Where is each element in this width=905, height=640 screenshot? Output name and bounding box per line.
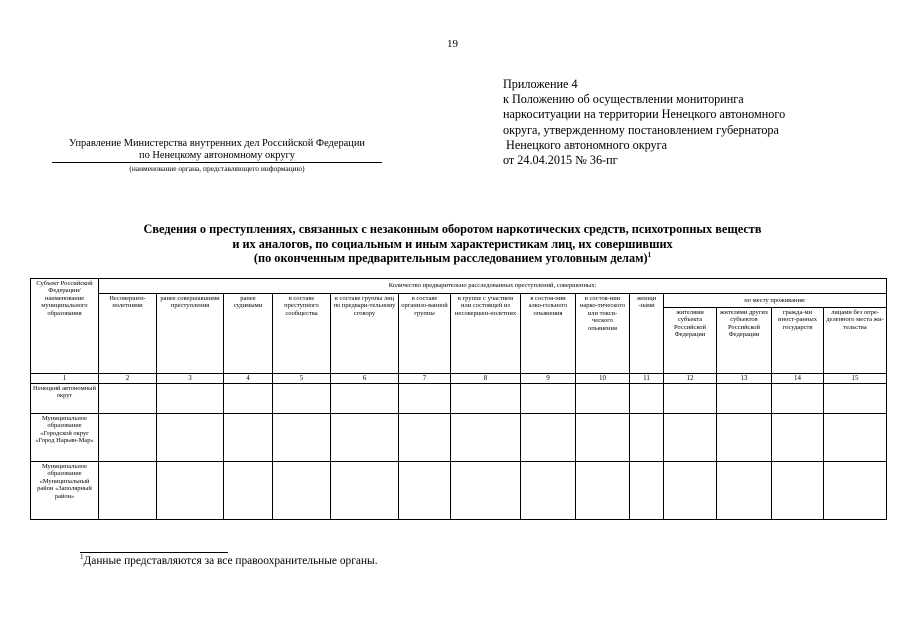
appendix-line: Приложение 4 xyxy=(503,77,578,91)
appendix-line: наркоситуации на территории Ненецкого автономного xyxy=(503,107,786,122)
data-cell[interactable] xyxy=(157,384,224,414)
data-cell[interactable] xyxy=(224,414,273,462)
data-cell[interactable] xyxy=(224,384,273,414)
data-cell[interactable] xyxy=(664,462,717,520)
data-cell[interactable] xyxy=(664,384,717,414)
page-number: 19 xyxy=(447,38,458,50)
data-cell[interactable] xyxy=(576,384,630,414)
data-cell[interactable] xyxy=(224,462,273,520)
data-cell[interactable] xyxy=(576,414,630,462)
col-number: 3 xyxy=(157,374,224,384)
data-cell[interactable] xyxy=(399,462,451,520)
organ-block xyxy=(52,138,382,174)
col-number: 2 xyxy=(99,374,157,384)
appendix-line: от 24.04.2015 № 36-пг xyxy=(503,153,618,168)
header-drug-intoxication: в состоя-нии нарко-тического или токси-ческого опьянения xyxy=(576,294,630,374)
header-criminal-community: в составе преступного сообщества xyxy=(273,294,331,374)
col-number: 4 xyxy=(224,374,273,384)
row-label: Муниципальное образование «Городской округ «Город Нарьян-Мар» xyxy=(31,414,99,462)
header-residents-other: жителями других субъектов Российской Федерации xyxy=(717,308,772,374)
appendix-line: округа, утвержденному постановлением губернатора xyxy=(503,122,779,137)
col-number: 8 xyxy=(451,374,521,384)
data-cell[interactable] xyxy=(717,414,772,462)
header-group: Количество предварительно расследованных преступлений, совершенных: xyxy=(99,279,887,294)
header-residence: по месту проживания: xyxy=(664,294,887,308)
table-row xyxy=(31,414,887,462)
header-minors: Несовершен-нолетними xyxy=(99,294,157,374)
organ-caption: (наименование органа, представляющего информацию) xyxy=(129,164,305,173)
col-number: 9 xyxy=(521,374,576,384)
header-women: женщи -нами xyxy=(630,294,664,374)
header-subject: Субъект Российской Федерации/ наименование муниципального образования xyxy=(31,279,99,374)
col-number: 6 xyxy=(331,374,399,384)
table-row xyxy=(31,462,887,520)
data-cell[interactable] xyxy=(521,414,576,462)
data-cell[interactable] xyxy=(451,384,521,414)
appendix-line: к Положению об осуществлении мониторинга xyxy=(503,92,744,107)
data-cell[interactable] xyxy=(399,384,451,414)
data-cell[interactable] xyxy=(576,462,630,520)
data-cell[interactable] xyxy=(824,462,887,520)
footnote-mark: 1 xyxy=(647,250,652,259)
data-cell[interactable] xyxy=(99,384,157,414)
organ-name-line2: по Ненецкому автономному округу xyxy=(52,150,382,163)
data-cell[interactable] xyxy=(664,414,717,462)
data-cell[interactable] xyxy=(630,384,664,414)
data-cell[interactable] xyxy=(451,414,521,462)
data-cell[interactable] xyxy=(521,462,576,520)
footnote-text: Данные представляются за все правоохранительные органы. xyxy=(83,555,378,567)
header-repeat-offenders: ранее совершавшими преступления xyxy=(157,294,224,374)
row-label: Ненецкий автономный округ xyxy=(31,384,99,414)
appendix-block xyxy=(503,77,873,168)
col-number: 13 xyxy=(717,374,772,384)
data-cell[interactable] xyxy=(331,462,399,520)
data-cell[interactable] xyxy=(824,414,887,462)
data-cell[interactable] xyxy=(630,462,664,520)
footnote-mark: 1 xyxy=(80,553,84,562)
title-line-text: (по оконченным предварительным расследованием уголовным делам) xyxy=(253,251,648,265)
data-cell[interactable] xyxy=(772,384,824,414)
col-number: 7 xyxy=(399,374,451,384)
data-cell[interactable] xyxy=(717,462,772,520)
data-cell[interactable] xyxy=(717,384,772,414)
title-line: и их аналогов, по социальным и иным характеристикам лиц, их совершивших xyxy=(232,236,673,251)
statistics-table xyxy=(30,278,887,520)
organ-name-line1: Управление Министерства внутренних дел Российской Федерации xyxy=(69,138,365,149)
data-cell[interactable] xyxy=(99,462,157,520)
data-cell[interactable] xyxy=(273,384,331,414)
header-foreign-citizens: гражда-ми иност-ранных государств xyxy=(772,308,824,374)
footnote xyxy=(80,555,378,567)
data-cell[interactable] xyxy=(273,462,331,520)
data-cell[interactable] xyxy=(521,384,576,414)
header-group-with-minors: в группе с участием или состоящей из несовершен-нолетних xyxy=(451,294,521,374)
data-cell[interactable] xyxy=(331,384,399,414)
data-cell[interactable] xyxy=(772,414,824,462)
data-cell[interactable] xyxy=(157,462,224,520)
data-cell[interactable] xyxy=(451,462,521,520)
data-cell[interactable] xyxy=(630,414,664,462)
data-cell[interactable] xyxy=(772,462,824,520)
header-organized-group: в составе организо-ванной группы xyxy=(399,294,451,374)
header-previously-convicted: ранее судимыми xyxy=(224,294,273,374)
col-number: 11 xyxy=(630,374,664,384)
title-line xyxy=(60,251,845,266)
header-homeless: лицами без опре-деленного места жи-тельства xyxy=(824,308,887,374)
appendix-line: Ненецкого автономного округа xyxy=(503,137,668,152)
header-alcohol: в состоя-нии алко-гольного опьянения xyxy=(521,294,576,374)
col-number: 10 xyxy=(576,374,630,384)
table-row xyxy=(31,384,887,414)
col-number: 5 xyxy=(273,374,331,384)
title-line: Сведения о преступлениях, связанных с незаконным оборотом наркотических средств, психотропных веществ xyxy=(143,222,762,236)
document-title xyxy=(60,222,845,266)
header-group-conspiracy: в составе группы лиц по предвари-тельному сговору xyxy=(331,294,399,374)
col-number: 1 xyxy=(31,374,99,384)
row-label: Муниципальное образование «Муниципальный район «Заполярный район» xyxy=(31,462,99,520)
col-number: 15 xyxy=(824,374,887,384)
data-cell[interactable] xyxy=(99,414,157,462)
data-cell[interactable] xyxy=(824,384,887,414)
data-cell[interactable] xyxy=(273,414,331,462)
data-cell[interactable] xyxy=(157,414,224,462)
col-number: 14 xyxy=(772,374,824,384)
data-cell[interactable] xyxy=(399,414,451,462)
col-number: 12 xyxy=(664,374,717,384)
footnote-separator xyxy=(80,552,228,553)
data-cell[interactable] xyxy=(331,414,399,462)
header-residents-subject: жителями субъекта Российской Федерации xyxy=(664,308,717,374)
